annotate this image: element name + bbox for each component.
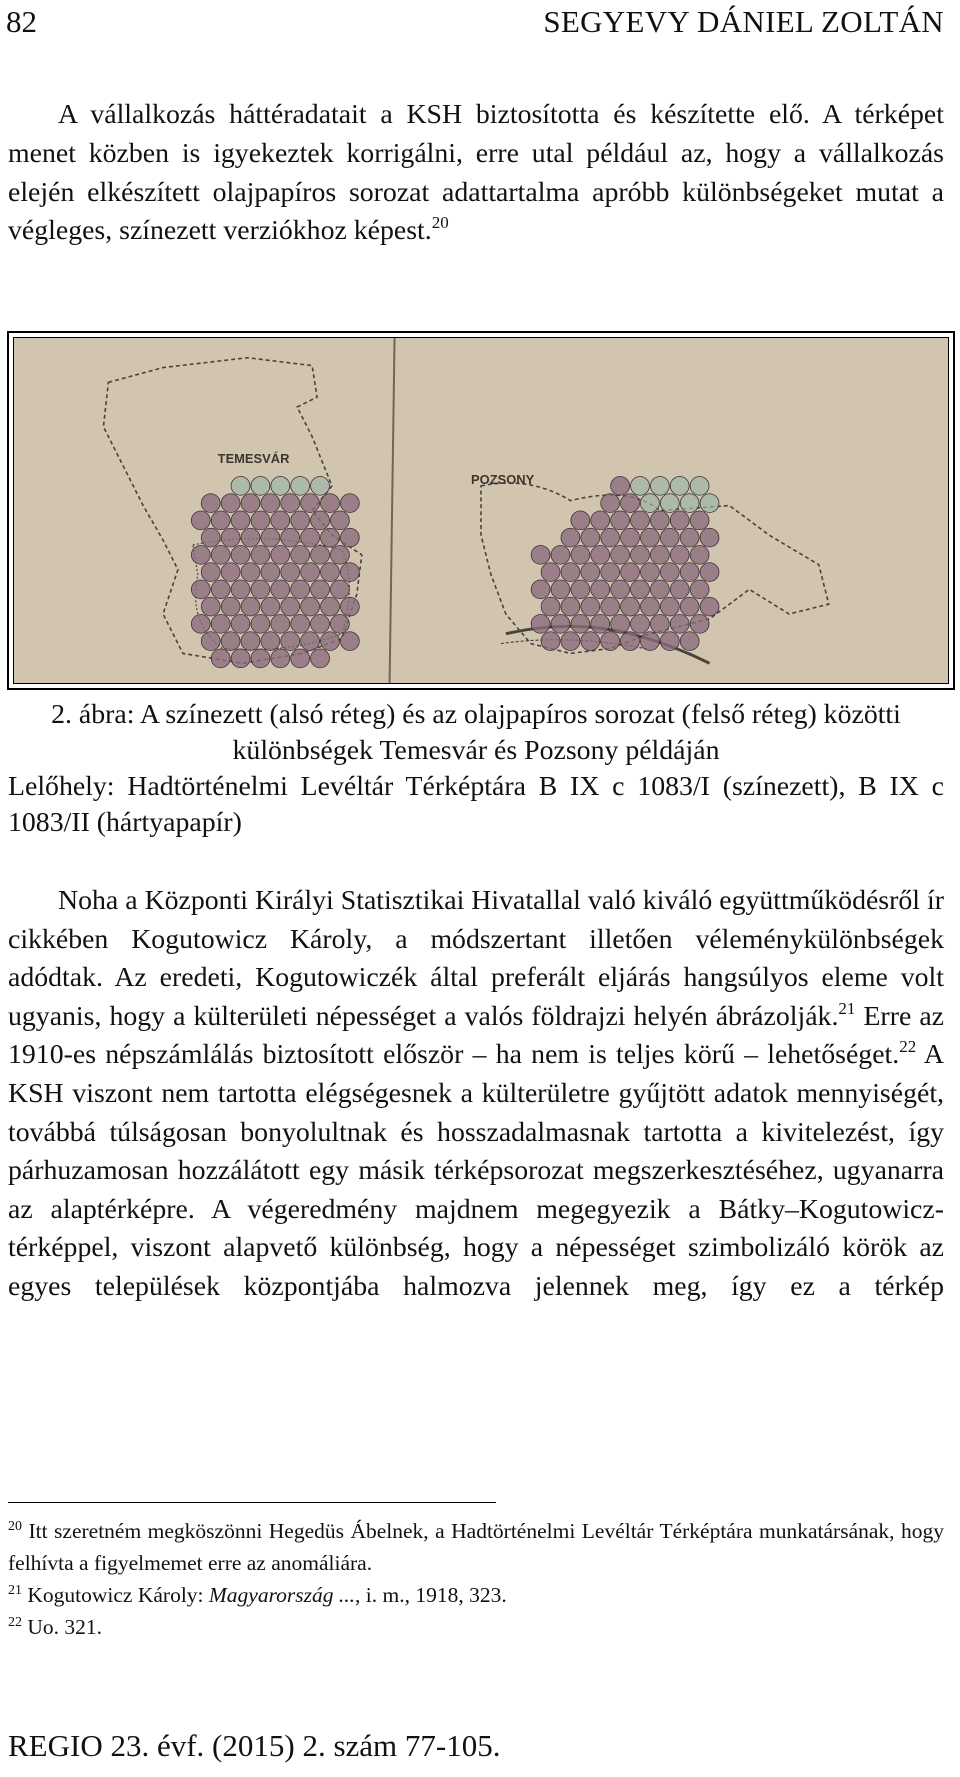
population-circle <box>670 545 689 564</box>
population-circle <box>231 545 250 564</box>
population-circle <box>631 476 650 495</box>
population-circle <box>680 632 699 651</box>
footnote-20-text: Itt szeretném megköszönni Hegedüs Ábelnek, a Hadtörténelmi Levéltár Térképtára munkatársának, hogy felhívta a figyelmemet erre az anomáliára. <box>8 1519 944 1575</box>
population-circle <box>541 563 560 582</box>
population-circle <box>191 580 210 599</box>
population-circle <box>291 476 310 495</box>
population-circle <box>330 614 349 633</box>
population-circle <box>561 597 580 616</box>
population-circle <box>330 580 349 599</box>
population-circle <box>251 580 270 599</box>
population-circle <box>201 528 220 547</box>
population-circle <box>221 632 240 651</box>
population-circle <box>251 614 270 633</box>
population-circle <box>261 494 280 513</box>
footnote-ref-21[interactable]: 21 <box>838 998 856 1018</box>
population-circle <box>680 563 699 582</box>
population-circle <box>561 528 580 547</box>
population-circle <box>211 614 230 633</box>
population-circle <box>640 632 659 651</box>
population-circle <box>211 545 230 564</box>
population-circle <box>211 511 230 530</box>
footnote-20 <box>8 1515 944 1579</box>
population-circle <box>291 545 310 564</box>
map-paper-sheen <box>14 338 948 683</box>
population-circle <box>201 563 220 582</box>
population-circle <box>201 632 220 651</box>
population-circle <box>611 580 630 599</box>
population-circle <box>640 528 659 547</box>
footnote-21-title: Magyarország ... <box>208 1583 356 1607</box>
population-circle <box>621 563 640 582</box>
population-circle <box>241 563 260 582</box>
population-circle <box>291 649 310 668</box>
population-circle <box>650 614 669 633</box>
population-circle <box>601 528 620 547</box>
population-circle <box>321 632 340 651</box>
population-circle <box>261 632 280 651</box>
population-circle <box>700 597 719 616</box>
population-circle <box>281 597 300 616</box>
population-circle <box>631 545 650 564</box>
population-circle <box>621 494 640 513</box>
population-circle <box>251 649 270 668</box>
population-circle <box>271 649 290 668</box>
population-circle <box>340 597 359 616</box>
population-circle <box>301 528 320 547</box>
population-circle <box>571 614 590 633</box>
population-circle <box>301 632 320 651</box>
population-circle <box>340 528 359 547</box>
population-circle <box>611 511 630 530</box>
population-circle <box>601 494 620 513</box>
population-circle <box>670 476 689 495</box>
footnote-22-text: Uo. 321. <box>27 1615 103 1639</box>
population-circle <box>221 597 240 616</box>
population-circle <box>321 563 340 582</box>
population-circle <box>201 597 220 616</box>
population-circle <box>591 545 610 564</box>
population-circle <box>191 511 210 530</box>
population-circle <box>281 494 300 513</box>
population-circle <box>611 614 630 633</box>
population-circle <box>650 476 669 495</box>
population-circle <box>201 494 220 513</box>
population-circle <box>221 563 240 582</box>
population-circle <box>601 563 620 582</box>
footnote-21 <box>8 1579 944 1611</box>
population-circle <box>581 563 600 582</box>
population-circle <box>271 545 290 564</box>
population-circle <box>561 563 580 582</box>
population-circle <box>571 545 590 564</box>
population-circle <box>650 511 669 530</box>
population-circle <box>670 614 689 633</box>
population-circle <box>660 632 679 651</box>
population-circle <box>191 614 210 633</box>
page-number: 82 <box>6 4 37 39</box>
population-circle <box>261 528 280 547</box>
population-circle <box>241 632 260 651</box>
population-circle <box>311 476 330 495</box>
population-circle <box>281 632 300 651</box>
population-circle <box>571 511 590 530</box>
population-circle <box>330 545 349 564</box>
population-circle <box>621 597 640 616</box>
population-circle <box>311 649 330 668</box>
population-circle <box>531 580 550 599</box>
figure-caption-source: Lelőhely: Hadtörténelmi Levéltár Térképtára B IX c 1083/I (színezett), B IX c 1083/II (hártyapapír) <box>8 771 944 838</box>
running-head-author: SEGYEVY DÁNIEL ZOLTÁN <box>543 4 944 39</box>
population-circle <box>621 528 640 547</box>
figure-caption-title: 2. ábra: A színezett (alsó réteg) és az olajpapíros sorozat (felső réteg) közötti különbségek Temesvár és Pozsony példáján <box>51 699 901 766</box>
population-circle <box>231 614 250 633</box>
footnote-ref-20[interactable]: 20 <box>431 213 449 233</box>
population-circle <box>311 614 330 633</box>
population-circle <box>561 632 580 651</box>
population-circle <box>591 511 610 530</box>
population-circle <box>311 511 330 530</box>
population-circle <box>601 597 620 616</box>
population-circle <box>531 614 550 633</box>
population-circle <box>581 528 600 547</box>
footnote-separator <box>8 1502 496 1503</box>
population-circle <box>301 494 320 513</box>
population-circle <box>660 597 679 616</box>
population-circle <box>211 580 230 599</box>
population-circle <box>690 580 709 599</box>
population-circle <box>700 494 719 513</box>
population-circle <box>631 511 650 530</box>
population-circle <box>690 545 709 564</box>
population-circle <box>241 597 260 616</box>
population-circle <box>261 597 280 616</box>
footnote-22 <box>8 1611 944 1643</box>
footnote-ref-22[interactable]: 22 <box>899 1037 917 1057</box>
population-circle <box>690 511 709 530</box>
population-circle <box>330 511 349 530</box>
population-circle <box>321 528 340 547</box>
population-circle <box>680 528 699 547</box>
population-circle <box>321 597 340 616</box>
population-circle <box>311 580 330 599</box>
population-circle <box>271 614 290 633</box>
population-circle <box>690 614 709 633</box>
population-circle <box>690 476 709 495</box>
footnote-20-number: 20 <box>8 1519 22 1534</box>
population-circle <box>591 614 610 633</box>
page-header <box>6 4 944 44</box>
population-circle <box>231 511 250 530</box>
population-circle <box>340 494 359 513</box>
population-circle <box>261 563 280 582</box>
population-circle <box>700 528 719 547</box>
population-circle <box>640 563 659 582</box>
population-circle <box>571 580 590 599</box>
population-circle <box>640 597 659 616</box>
population-circle <box>301 563 320 582</box>
footnotes <box>8 1515 944 1643</box>
population-circle <box>251 545 270 564</box>
population-circle <box>301 597 320 616</box>
temesvar-population-circles <box>191 476 359 667</box>
map-photo <box>14 338 948 683</box>
population-circle <box>660 528 679 547</box>
footnote-21-number: 21 <box>8 1583 22 1598</box>
population-circle <box>281 528 300 547</box>
population-circle <box>241 494 260 513</box>
population-circle <box>251 511 270 530</box>
footnote-21-text-post: , i. m., 1918, 323. <box>355 1583 507 1607</box>
population-circle <box>611 545 630 564</box>
population-circle <box>601 632 620 651</box>
population-circle <box>340 632 359 651</box>
paragraph-method-part2: Erre az 1910-es népszámlálás biztosított először – ha nem is teljes körű – lehetőséget. <box>8 1000 945 1071</box>
population-circle <box>700 563 719 582</box>
temesvar-label: TEMESVÁR <box>217 451 290 467</box>
population-circle <box>251 476 270 495</box>
population-circle <box>231 649 250 668</box>
population-circle <box>640 494 659 513</box>
population-circle <box>531 545 550 564</box>
paragraph-intro <box>8 96 944 251</box>
population-circle <box>680 597 699 616</box>
population-circle <box>650 545 669 564</box>
figure-map-comparison <box>7 331 955 690</box>
paragraph-method-part1: Noha a Központi Királyi Statisztikai Hivatallal való kiváló együttműködésről ír cikkében Kogutowicz Károly, a módszertant illetően véleménykülönbségek adódtak. Az eredeti, Kogutowiczék által preferált eljárás hangsúlyos eleme volt ugyanis, hogy a külterületi népességet a valós földrajzi helyén ábrázolják. <box>8 885 944 1032</box>
population-circle <box>551 580 570 599</box>
population-circle <box>231 476 250 495</box>
population-circle <box>551 545 570 564</box>
population-circle <box>650 580 669 599</box>
figure-caption <box>8 697 944 841</box>
population-circle <box>541 632 560 651</box>
population-circle <box>231 580 250 599</box>
population-circle <box>211 649 230 668</box>
footnote-21-text-pre: Kogutowicz Károly: <box>27 1583 209 1607</box>
paragraph-intro-text: A vállalkozás háttéradatait a KSH biztosította és készítette elő. A térképet menet közben is igyekeztek korrigálni, erre utal például az, hogy a vállalkozás elején elkészített olajpapíros sorozat adattartalma apróbb különbségeket mutat a végleges, színezett verziókhoz képest. <box>8 99 944 247</box>
population-circle <box>291 614 310 633</box>
population-circle <box>191 545 210 564</box>
population-circle <box>631 580 650 599</box>
population-circle <box>581 632 600 651</box>
population-circle <box>311 545 330 564</box>
population-circle <box>551 614 570 633</box>
population-circle <box>241 528 260 547</box>
population-circle <box>271 511 290 530</box>
population-circle <box>281 563 300 582</box>
population-circle <box>591 580 610 599</box>
population-circle <box>670 511 689 530</box>
page-footer: REGIO 23. évf. (2015) 2. szám 77-105. <box>8 1728 501 1763</box>
population-circle <box>581 597 600 616</box>
pozsony-label: POZSONY <box>471 471 535 487</box>
footnote-22-number: 22 <box>8 1615 22 1630</box>
population-circle <box>660 494 679 513</box>
population-circle <box>340 563 359 582</box>
population-circle <box>271 476 290 495</box>
population-circle <box>670 580 689 599</box>
population-circle <box>271 580 290 599</box>
population-circle <box>221 528 240 547</box>
population-circle <box>541 597 560 616</box>
population-circle <box>680 494 699 513</box>
population-circle <box>291 580 310 599</box>
paragraph-method-part3: A KSH viszont nem tartotta elégségesnek a külterületre gyűjtött adatok mennyiségét, továbbá túlságosan bonyolultnak és hosszadalmasnak tartotta a kivitelezést, így párhuzamosan hozzálátott egy másik térképsorozat megszerkesztéséhez, ugyanarra az alaptérképre. A végeredmény majdnem megegyezik a Bátky–Kogutowicz-térképpel, viszont alapvető különbség, hogy a népességet szimbolizáló körök az egyes települések központjába halmozva jelennek meg, így ez a térkép <box>8 1039 944 1302</box>
population-circle <box>611 476 630 495</box>
population-circle <box>621 632 640 651</box>
population-circle <box>291 511 310 530</box>
population-circle <box>221 494 240 513</box>
paragraph-method <box>8 882 944 1307</box>
population-circle <box>660 563 679 582</box>
population-circle <box>321 494 340 513</box>
population-circle <box>631 614 650 633</box>
